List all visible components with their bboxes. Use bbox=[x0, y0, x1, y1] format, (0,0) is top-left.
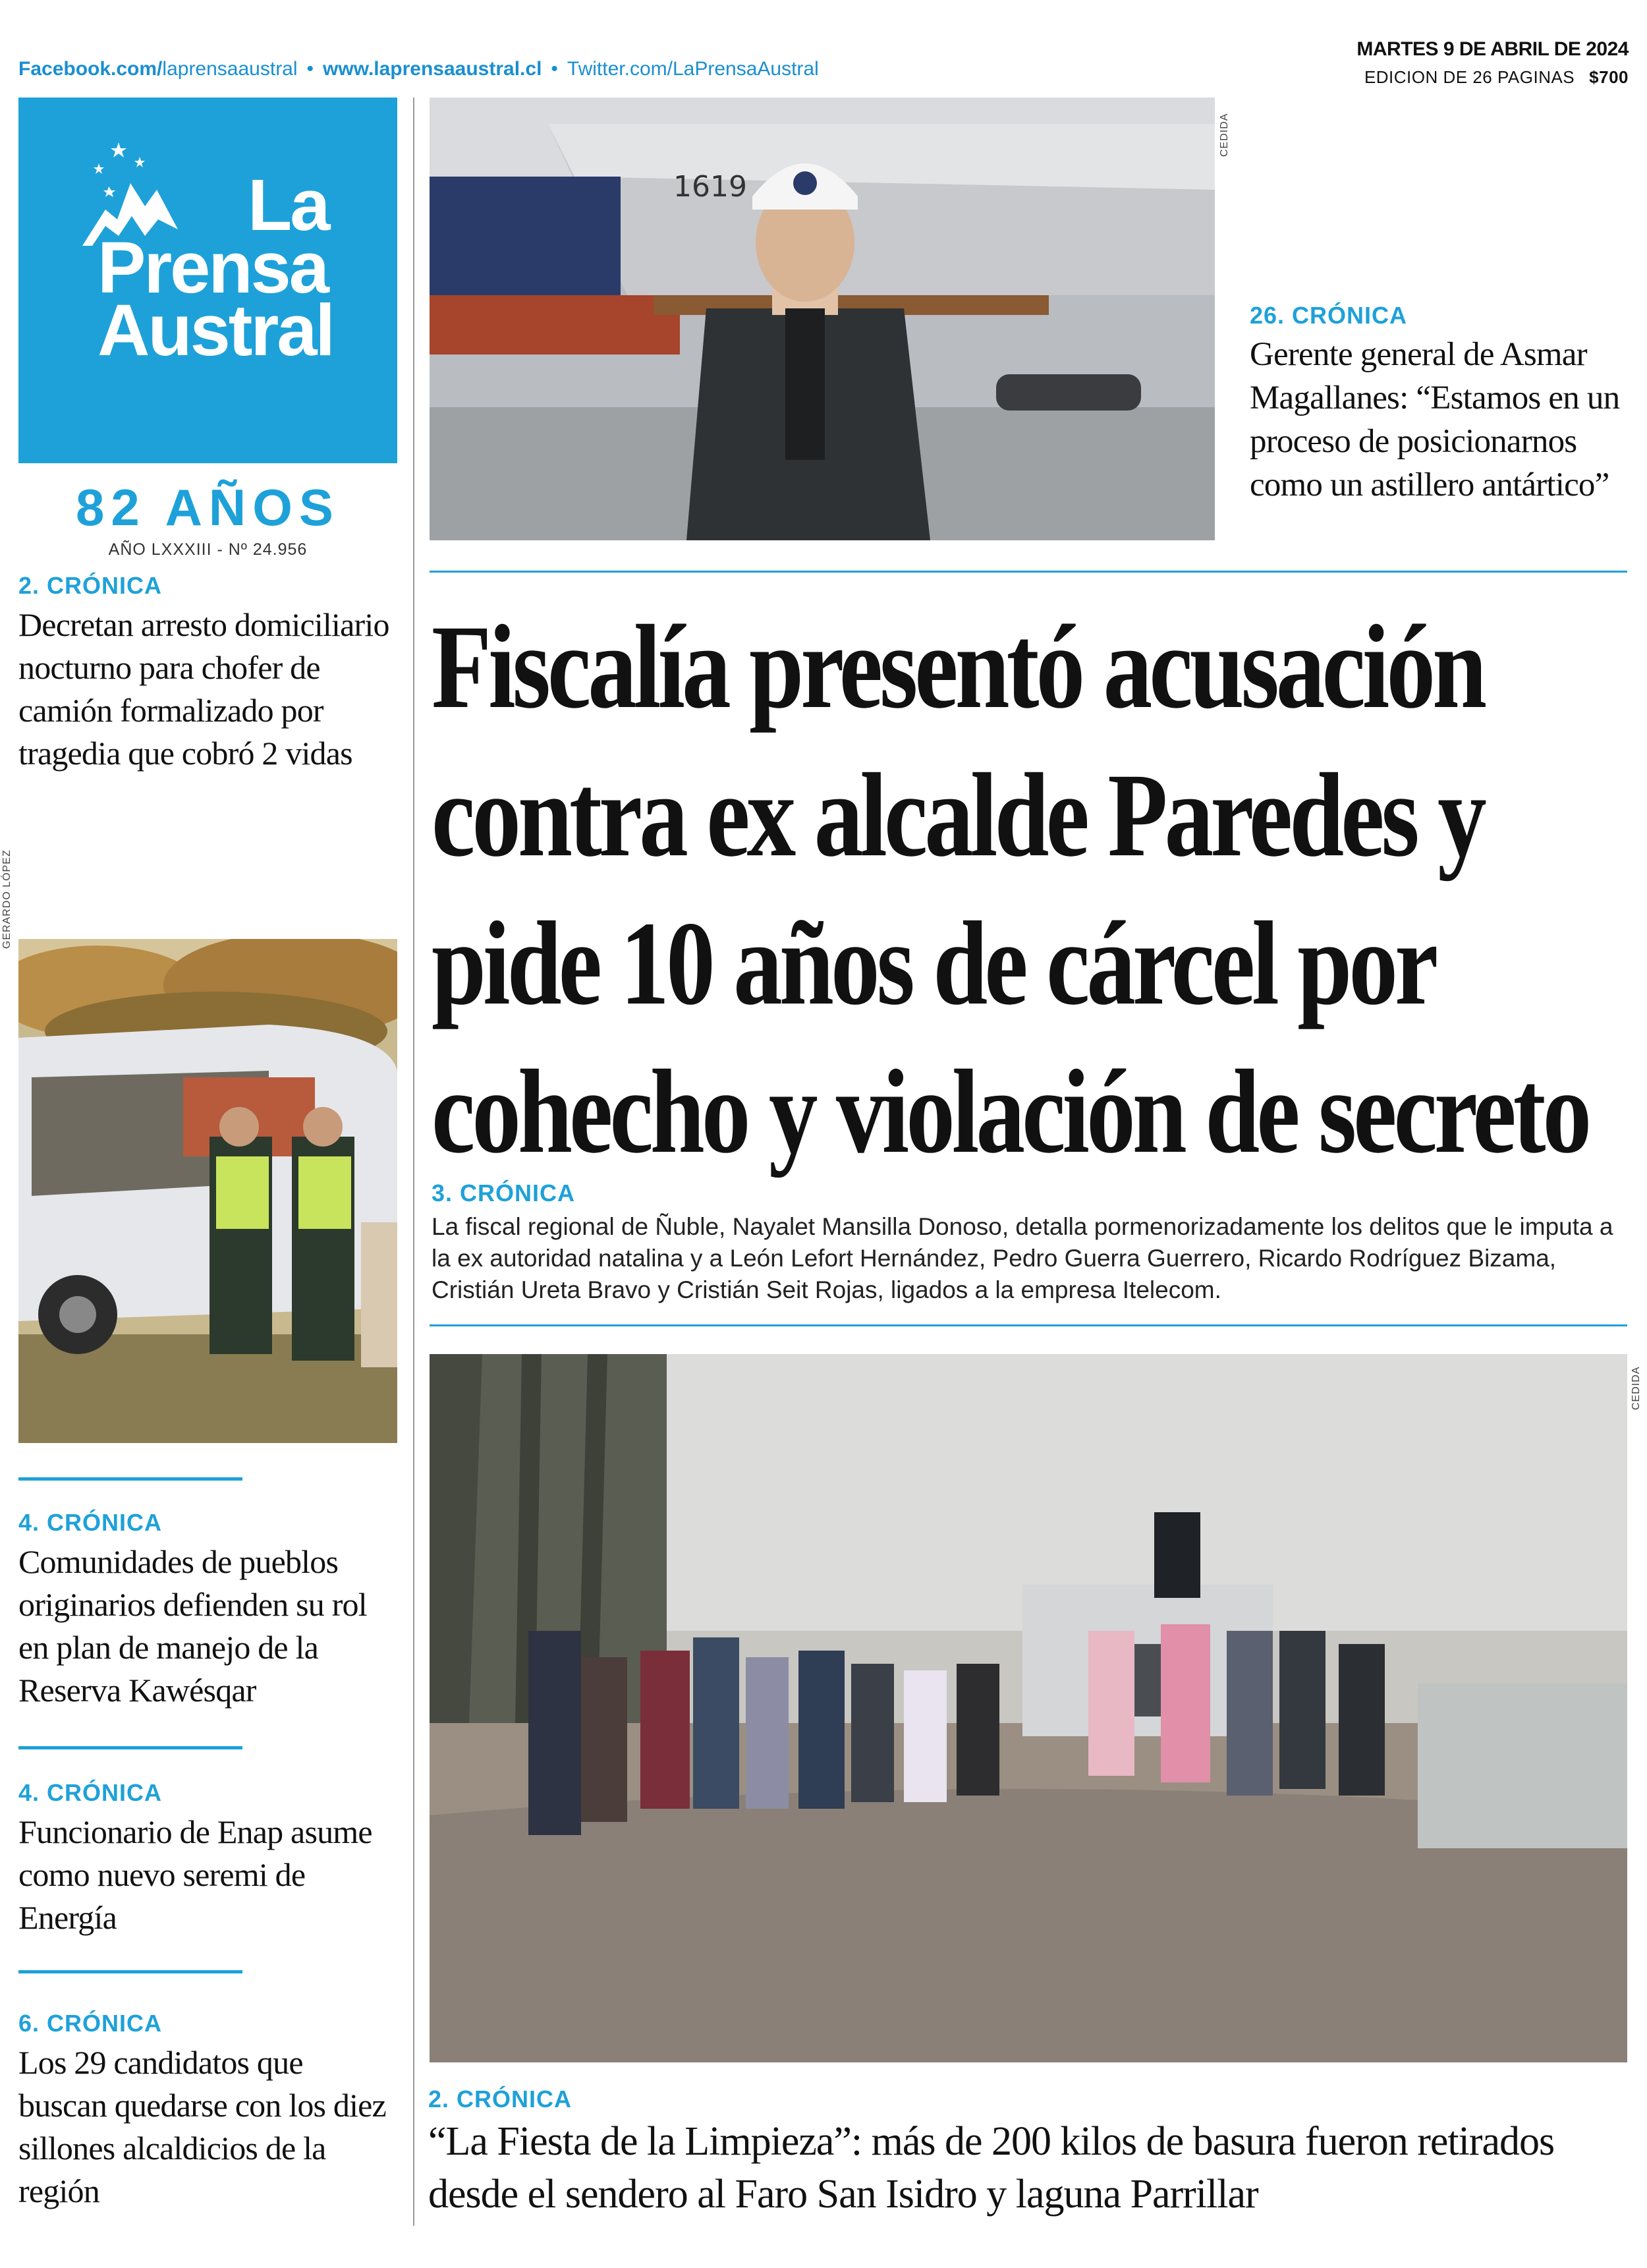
sidebar-story-2[interactable] bbox=[18, 1509, 397, 1712]
logo-wordmark: La Prensa Austral bbox=[98, 165, 333, 371]
divider bbox=[18, 1970, 242, 1973]
social-links bbox=[18, 58, 928, 80]
lead-headline[interactable] bbox=[432, 593, 1589, 1186]
twitter-link[interactable]: Twitter.com/LaPrensaAustral bbox=[567, 58, 819, 80]
section-tag: 6. CRÓNICA bbox=[18, 2010, 163, 2037]
divider bbox=[18, 1477, 242, 1481]
photo-credit: CEDIDA bbox=[1631, 1366, 1642, 1410]
section-tag: 4. CRÓNICA bbox=[18, 1779, 163, 1806]
newspaper-logo[interactable] bbox=[18, 98, 397, 463]
separator-dot: • bbox=[551, 58, 558, 80]
headline-line: cohecho y violación de secreto bbox=[432, 1046, 1589, 1178]
price: $700 bbox=[1589, 67, 1629, 87]
story-headline[interactable]: Los 29 candidatos que buscan quedarse con los diez sillones alcaldicios de la región bbox=[18, 2044, 386, 2209]
dateline bbox=[1356, 38, 1629, 88]
top-story-tag: 26. CRÓNICA bbox=[1250, 302, 1408, 329]
section-tag: 4. CRÓNICA bbox=[18, 1509, 163, 1536]
bottom-story-headline[interactable]: “La Fiesta de la Limpieza”: más de 200 kilos de basura fueron retirados desde el sendero al Faro San Isidro y laguna Parrillar bbox=[428, 2119, 1555, 2217]
ship-number: 1619 bbox=[673, 170, 747, 204]
story-headline[interactable]: Decretan arresto domiciliario nocturno para chofer de camión formalizado por tragedia que cobró 2 vidas bbox=[18, 606, 389, 772]
cleanup-group-photo[interactable] bbox=[430, 1354, 1627, 2062]
issue-date: MARTES 9 DE ABRIL DE 2024 bbox=[1356, 38, 1629, 60]
lead-story-lede: La fiscal regional de Ñuble, Nayalet Mansilla Donoso, detalla pormenorizadamente los delitos que le imputa a la ex autoridad natalina y a León Lefort Hernández, Pedro Guerra Guerrero, Ricardo Rodríguez Bizama, Cristián Ureta Bravo y Cristián Seit Rojas, ligados a la empresa Itelecom. bbox=[432, 1213, 1613, 1303]
sidebar-story-1[interactable] bbox=[18, 572, 397, 775]
top-story-headline[interactable]: Gerente general de Asmar Magallanes: “Estamos en un proceso de posicionarnos como un astillero antártico” bbox=[1250, 336, 1620, 503]
divider bbox=[430, 571, 1627, 573]
story-headline[interactable]: Comunidades de pueblos originarios defienden su rol en plan de manejo de la Reserva Kawésqar bbox=[18, 1543, 367, 1709]
column-divider bbox=[413, 98, 414, 2226]
headline-line: contra ex alcalde Paredes y bbox=[432, 749, 1484, 882]
photo-credit: GERARDO LÓPEZ bbox=[1, 849, 13, 949]
sidebar-story-3[interactable] bbox=[18, 1779, 397, 1939]
headline-line: Fiscalía presentó acusación bbox=[432, 601, 1484, 733]
lead-story-tag: 3. CRÓNICA bbox=[432, 1179, 576, 1206]
separator-dot: • bbox=[306, 58, 314, 80]
volume-number: AÑO LXXXIII - Nº 24.956 bbox=[108, 540, 308, 559]
anniversary-label: 82 AÑOS bbox=[76, 478, 340, 536]
facebook-link[interactable]: Facebook.com/laprensaaustral bbox=[18, 58, 298, 80]
section-tag: 2. CRÓNICA bbox=[18, 572, 163, 599]
crash-van-photo[interactable] bbox=[18, 939, 397, 1443]
story-headline[interactable]: Funcionario de Enap asume como nuevo seremi de Energía bbox=[18, 1813, 372, 1936]
website-link[interactable]: www.laprensaaustral.cl bbox=[323, 58, 542, 80]
divider bbox=[18, 1746, 242, 1749]
headline-line: pide 10 años de cárcel por bbox=[432, 897, 1436, 1030]
photo-credit: CEDIDA bbox=[1219, 113, 1230, 157]
bottom-story-tag: 2. CRÓNICA bbox=[428, 2085, 572, 2112]
sidebar-story-4[interactable] bbox=[18, 2010, 397, 2213]
asmar-manager-photo[interactable] bbox=[430, 98, 1215, 540]
edition-info: EDICION DE 26 PAGINAS $700 bbox=[1364, 67, 1629, 87]
divider bbox=[430, 1324, 1627, 1326]
